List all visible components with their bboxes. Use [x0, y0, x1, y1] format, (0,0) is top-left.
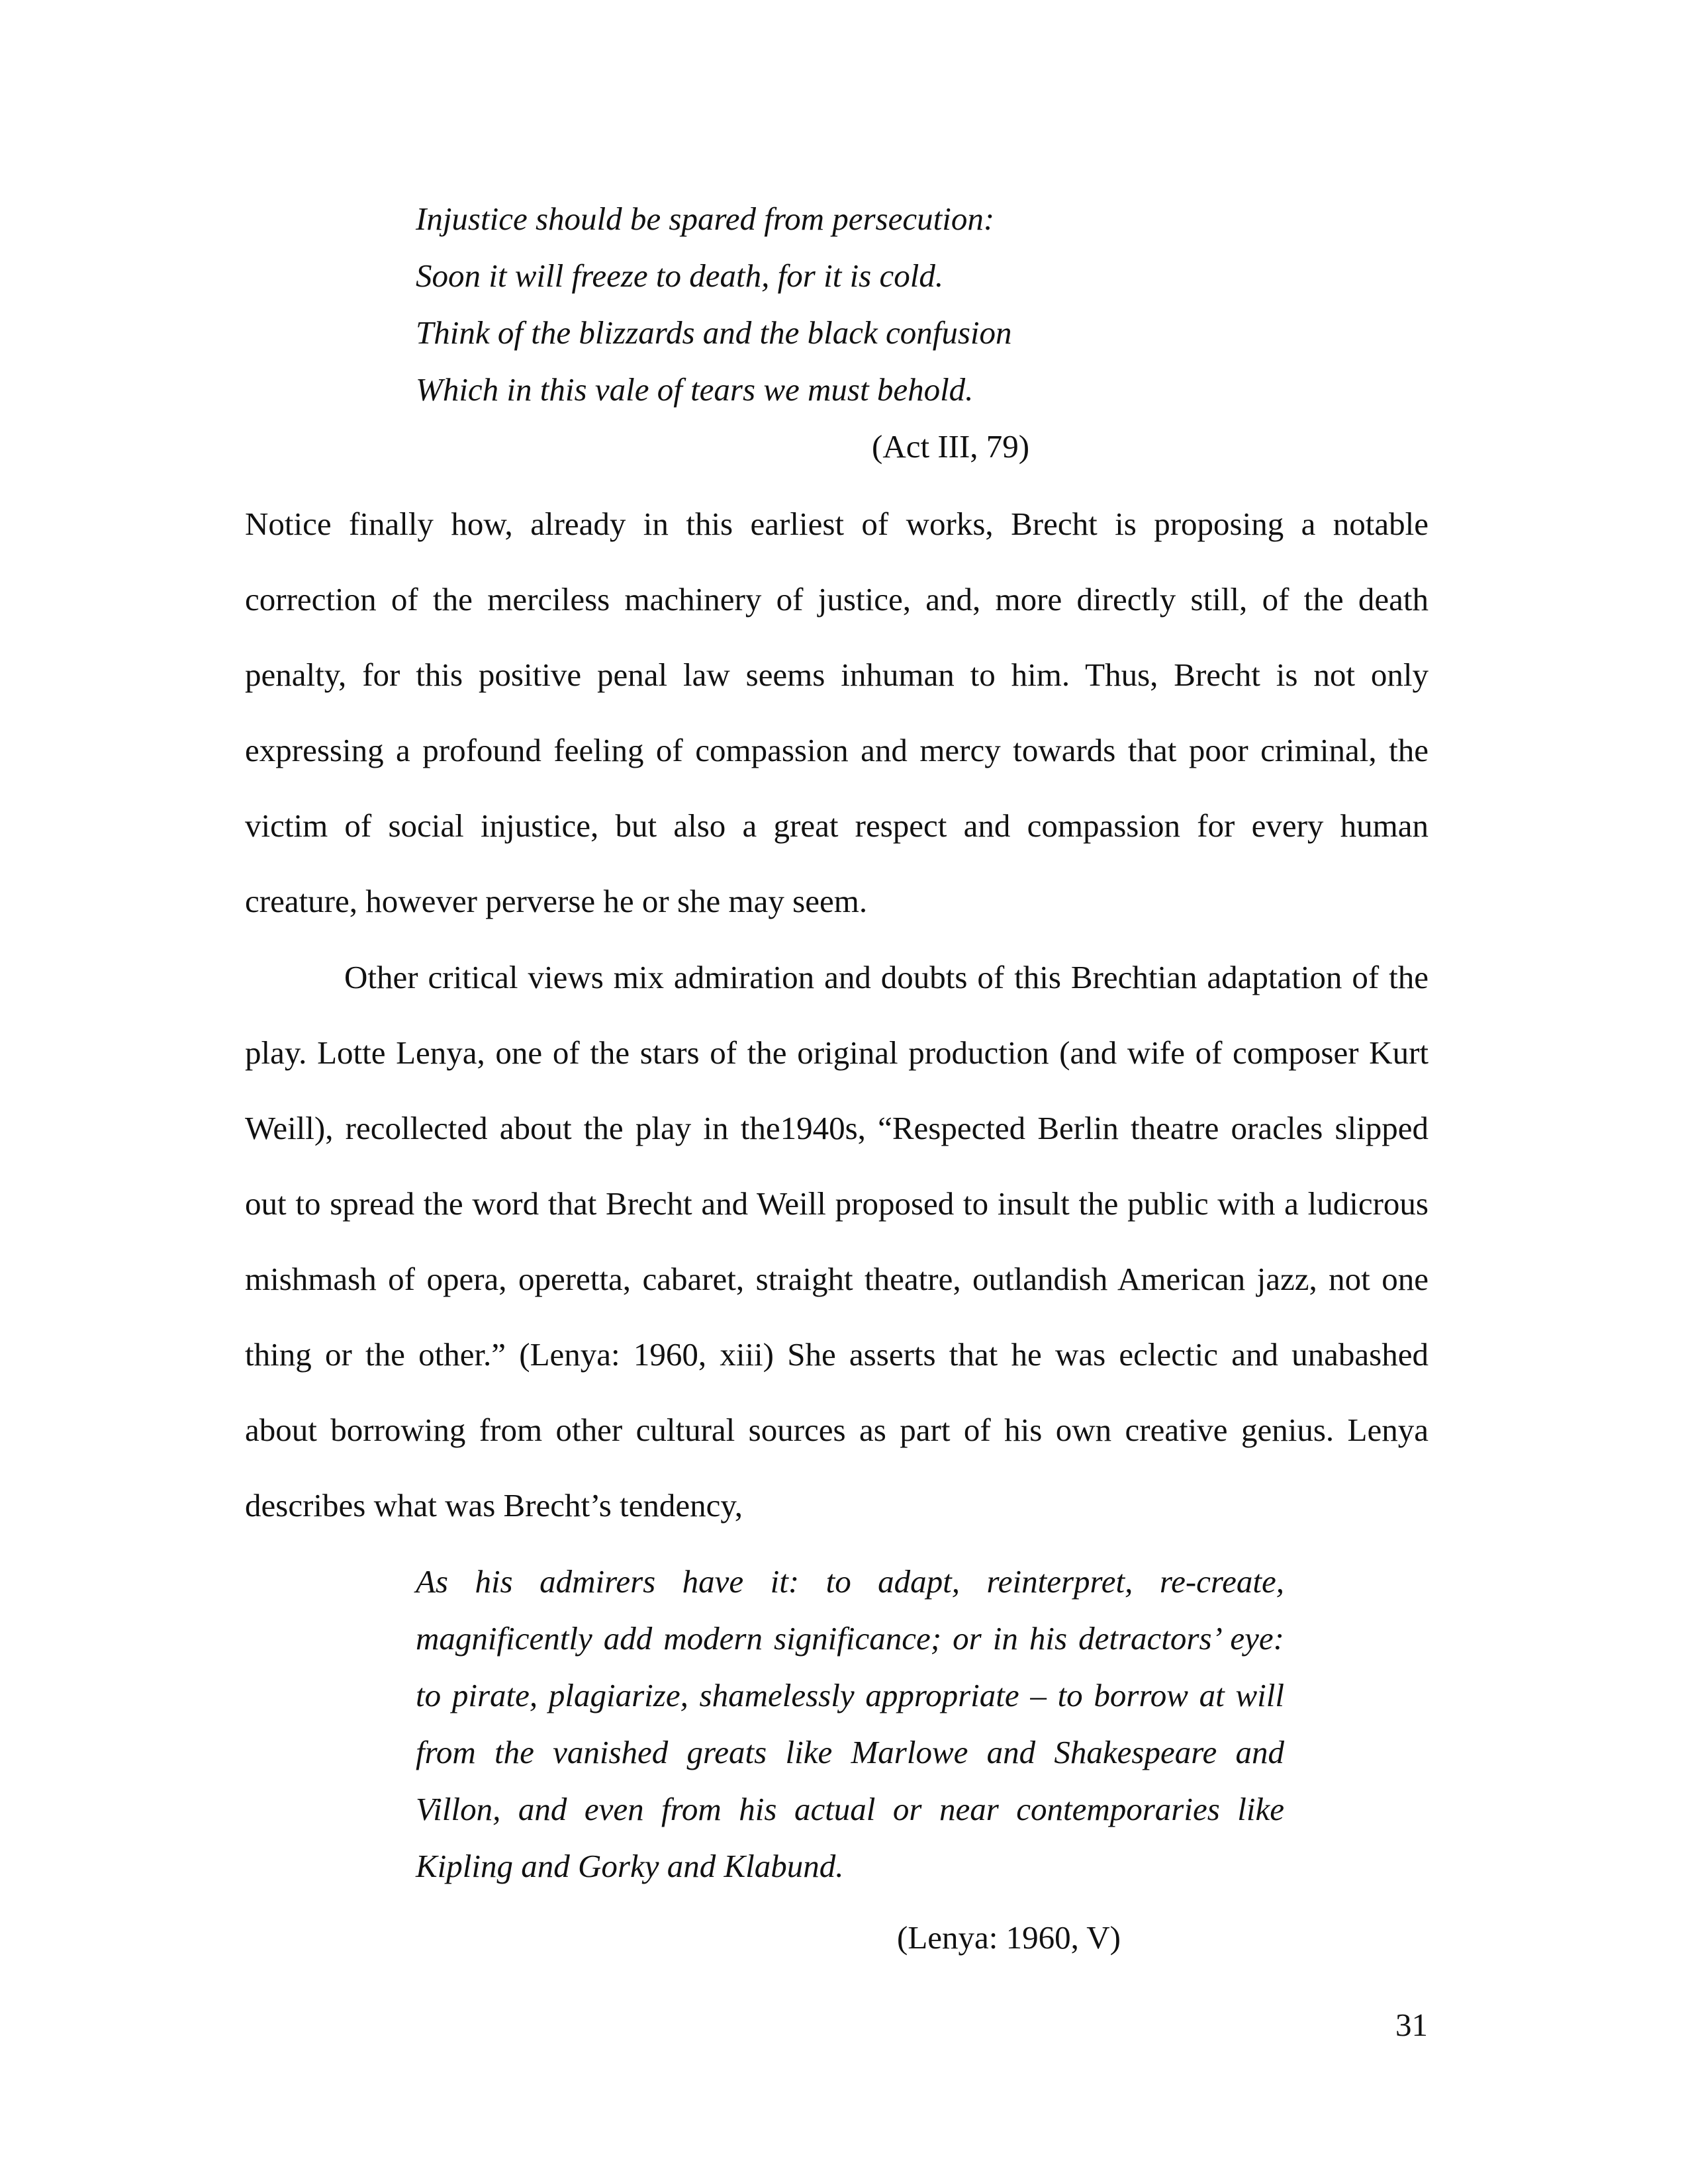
- block-quote: As his admirers have it: to adapt, reinterpret, re-create, magnificently add modern significance; or in his detractors’ eye: to pirate, plagiarize, shamelessly appropriate – to borrow at will from the vanished greats like Marlowe and Shakespeare and Villon, and even from his actual or near contemporaries like Kipling and Gorky and Klabund.: [416, 1563, 1284, 1884]
- verse-line: Which in this vale of tears we must behold.: [416, 371, 974, 408]
- body-paragraph: Other critical views mix admiration and doubts of this Brechtian adaptation of the play. Lotte Lenya, one of the stars of the original production (and wife of composer Kurt Weill), recollected about the play in the1940s, “Respected Berlin theatre oracles slipped out to spread the word that Brecht and Weill proposed to insult the public with a ludicrous mishmash of opera, operetta, cabaret, straight theatre, outlandish American jazz, not one thing or the other.” (Lenya: 1960, xiii) She asserts that he was eclectic and unabashed about borrowing from other cultural sources as part of his own creative genius. Lenya describes what was Brecht’s tendency,: [245, 959, 1429, 1524]
- verse-line: Injustice should be spared from persecution:: [416, 201, 995, 237]
- verse-quote: [416, 191, 1078, 418]
- body-paragraph: Notice finally how, already in this earliest of works, Brecht is proposing a notable correction of the merciless machinery of justice, and, more directly still, of the death penalty, for this positive penal law seems inhuman to him. Thus, Brecht is not only expressing a profound feeling of compassion and mercy towards that poor criminal, the victim of social injustice, but also a great respect and compassion for every human creature, however perverse he or she may seem.: [245, 506, 1429, 919]
- page-number: 31: [1395, 2007, 1428, 2043]
- block-quote-citation: (Lenya: 1960, V): [897, 1919, 1121, 1956]
- verse-line: Soon it will freeze to death, for it is cold.: [416, 257, 944, 294]
- verse-line: Think of the blizzards and the black confusion: [416, 314, 1012, 351]
- verse-citation: (Act III, 79): [872, 428, 1030, 465]
